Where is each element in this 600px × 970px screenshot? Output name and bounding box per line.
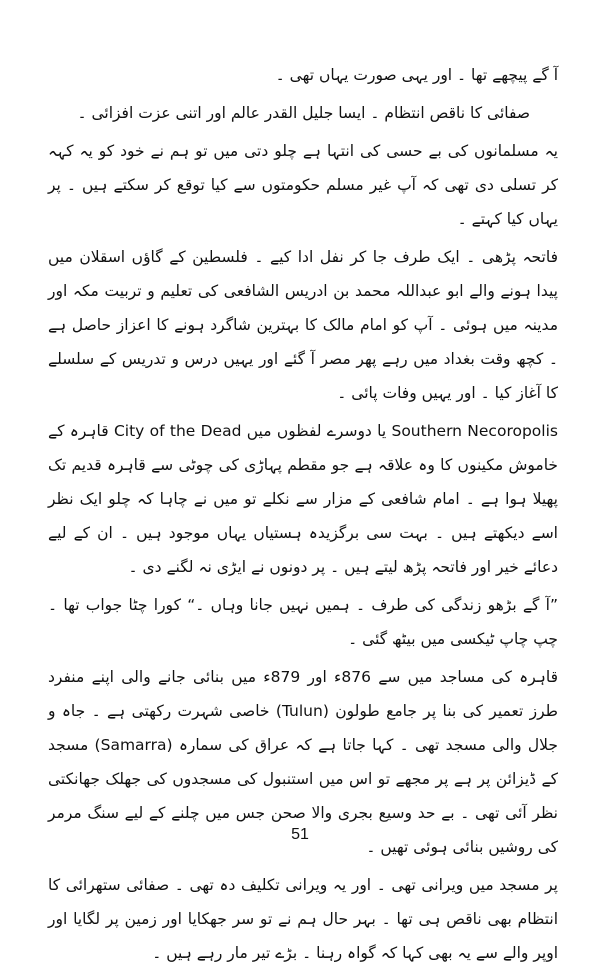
paragraph-1: آ گے پیچھے تھا ۔ اور یہی صورت یہاں تھی ۔ [275, 66, 558, 84]
paragraph-5: Southern Necoropolis یا دوسرے لفظوں میں City of the Dead قاہرہ کے خاموش مکینوں کا وہ علاقہ ہے جو مقطم پہاڑی کی چوٹی سے قاہرہ قدیم تک پھیلا ہوا ہے ۔ امام شافعی کے مزار سے نکلے تو میں نے چاہا کہ چلو ایک نظر اسے دیکھتے ہیں ۔ بہت سی برگزیدہ ہستیاں یہاں موجود ہیں ۔ ان کے لیے دعائے خیر اور فاتحہ پڑھ لیتے ہیں ۔ پر دونوں نے ایڑی نہ لگنے دی ۔ [48, 422, 558, 576]
paragraph-8: پر مسجد میں ویرانی تھی ۔ اور یہ ویرانی تکلیف دہ تھی ۔ صفائی ستھرائی کا انتظام بھی ناقص ہی تھا ۔ بہر حال ہم نے تو سر جھکایا اور زمین پر لگایا اور اوپر والے سے یہ بھی کہا کہ گواہ رہنا ۔ بڑے تیر مار رہے ہیں ۔ [48, 876, 558, 962]
paragraph-4: فاتحہ پڑھی ۔ ایک طرف جا کر نفل ادا کیے ۔ فلسطین کے گاؤں اسقلان میں پیدا ہونے والے ابو عبداللہ محمد بن ادریس الشافعی کی تعلیم و تربیت مکہ اور مدینہ میں ہوئی ۔ آپ کو امام مالک کا بہترین شاگرد ہونے کا اعزاز حاصل ہے ۔ کچھ وقت بغداد میں رہے پھر مصر آ گئے اور یہیں درس و تدریس کے سلسلے کا آغاز کیا ۔ اور یہیں وفات پائی ۔ [48, 248, 558, 402]
paragraph-2: صفائی کا ناقص انتظام ۔ ایسا جلیل القدر عالم اور اتنی عزت افزائی ۔ [77, 104, 530, 122]
page-number: 51 [291, 826, 309, 843]
paragraph-3: یہ مسلمانوں کی بے حسی کی انتہا ہے چلو دتی میں تو ہم نے خود کو یہ کہہ کر تسلی دی تھی کہ آپ غیر مسلم حکومتوں سے کیا توقع کر سکتے ہیں ۔ پر یہاں کیا کہتے ۔ [48, 142, 558, 228]
paragraph-7: قاہرہ کی مساجد میں سے 876ء اور 879ء میں بنائی جانے والی اپنے منفرد طرز تعمیر کی بنا پر جامع طولون (Tulun) خاصی شہرت رکھتی ہے ۔ جاہ و جلال والی مسجد تھی ۔ کہا جاتا ہے کہ عراق کی سمارہ (Samarra) مسجد کے ڈیزائن پر ہے پر مجھے تو اس میں استنبول کی مسجدوں کی جھلک جھانکتی نظر آئی تھی ۔ بے حد وسیع بجری والا صحن جس میں چلنے کے لیے سنگ مرمر کی روشیں بنائی ہوئی تھیں ۔ [48, 668, 559, 856]
paragraph-6: ”آ گے بڑھو زندگی کی طرف ۔ ہمیں نہیں جانا وہاں ۔“ کورا چٹا جواب تھا ۔ چپ چاپ ٹیکسی میں بیٹھ گئی ۔ [48, 596, 558, 648]
